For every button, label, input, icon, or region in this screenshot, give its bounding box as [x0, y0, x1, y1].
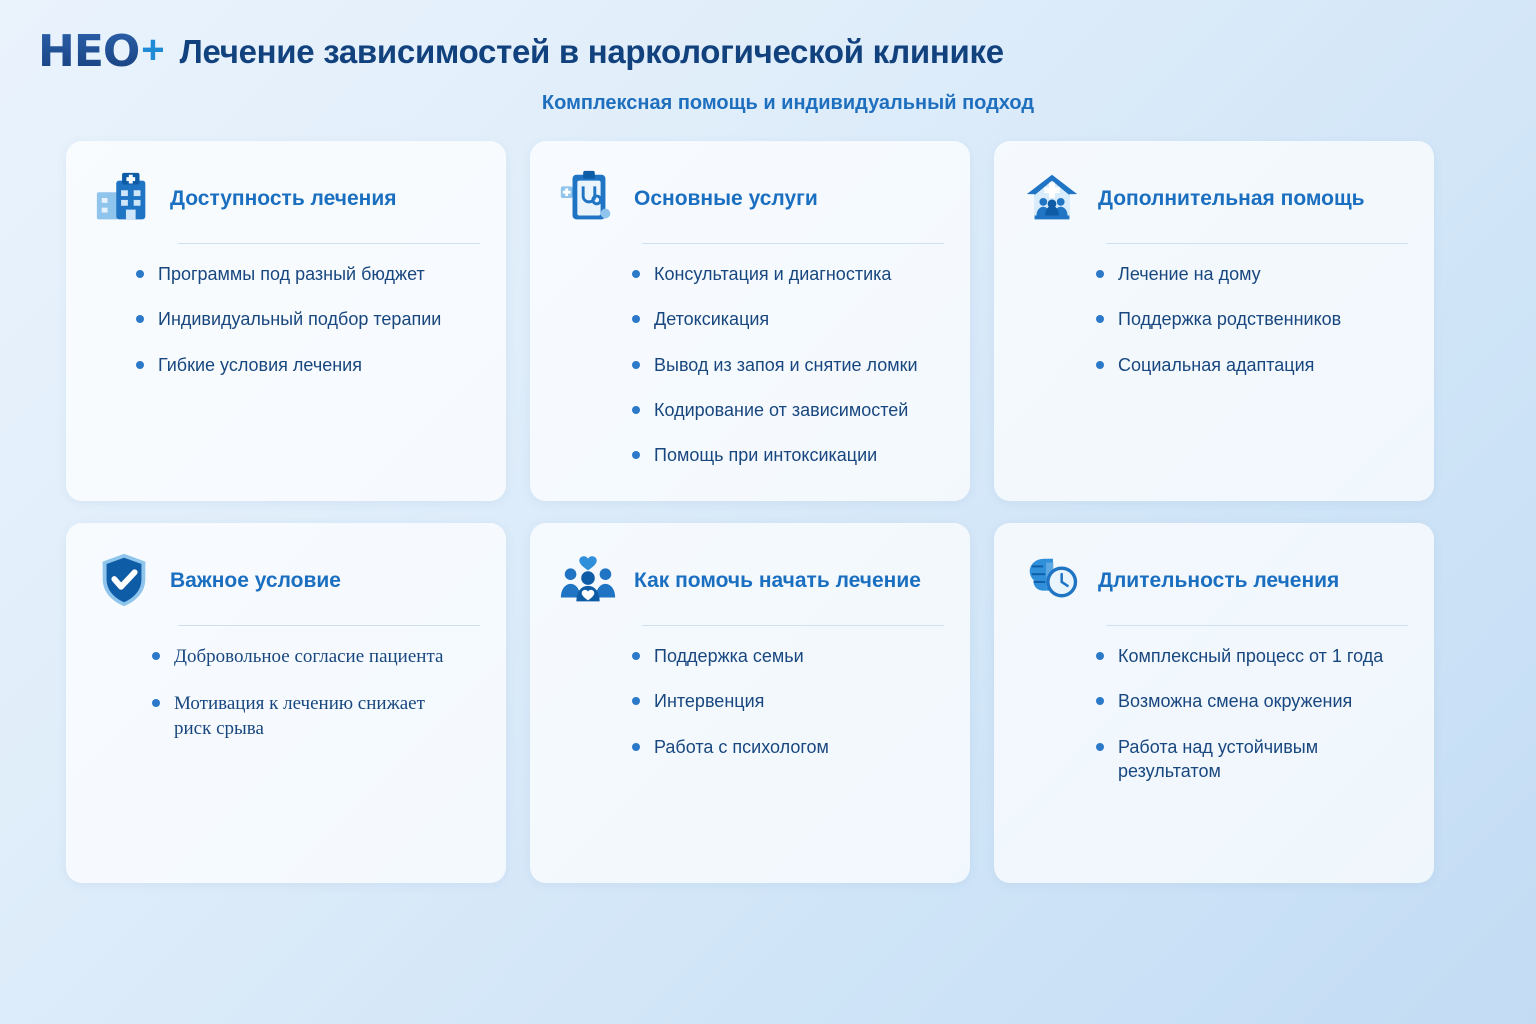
list-item: Вывод из запоя и снятие ломки	[632, 353, 944, 377]
list-item: Программы под разный бюджет	[136, 262, 480, 286]
card-item-list	[556, 262, 944, 467]
card-additional-help	[994, 141, 1434, 501]
shield-check-icon	[92, 548, 156, 612]
list-item: Гибкие условия лечения	[136, 353, 480, 377]
list-item: Мотивация к лечению снижает риск срыва	[152, 691, 452, 742]
list-item: Социальная адаптация	[1096, 353, 1408, 377]
card-item-list	[1020, 262, 1408, 377]
list-item: Кодирование от зависимостей	[632, 398, 944, 422]
card-title: Дополнительная помощь	[1098, 186, 1365, 210]
list-item: Работа над устойчивым результатом	[1096, 735, 1408, 784]
family-heart-icon	[556, 548, 620, 612]
list-item: Поддержка родственников	[1096, 307, 1408, 331]
header	[0, 0, 1536, 77]
card-divider	[642, 243, 944, 244]
card-divider	[642, 625, 944, 626]
card-title: Как помочь начать лечение	[634, 568, 921, 592]
card-header	[556, 545, 944, 615]
list-item: Комплексный процесс от 1 года	[1096, 644, 1408, 668]
page-subtitle: Комплексная помощь и индивидуальный подход	[541, 92, 1035, 114]
card-title: Длительность лечения	[1098, 568, 1340, 592]
card-divider	[178, 625, 480, 626]
page-title: Лечение зависимостей в наркологической клинике	[179, 33, 1004, 70]
card-main-services	[530, 141, 970, 501]
card-header	[92, 163, 480, 233]
list-item: Интервенция	[632, 689, 944, 713]
brand-logo-text: HEO	[38, 26, 140, 77]
card-how-to-start	[530, 523, 970, 883]
brand-plus-icon: +	[141, 28, 164, 72]
card-header	[1020, 545, 1408, 615]
card-divider	[1106, 243, 1408, 244]
card-treatment-availability	[66, 141, 506, 501]
hospital-icon	[92, 166, 156, 230]
card-treatment-duration	[994, 523, 1434, 883]
card-divider	[178, 243, 480, 244]
clipboard-stethoscope-icon	[556, 166, 620, 230]
card-important-condition	[66, 523, 506, 883]
card-divider	[1106, 625, 1408, 626]
home-family-icon	[1020, 166, 1084, 230]
brain-clock-icon	[1020, 548, 1084, 612]
list-item: Консультация и диагностика	[632, 262, 944, 286]
card-item-list	[1020, 644, 1408, 783]
card-header	[1020, 163, 1408, 233]
cards-grid	[64, 141, 1472, 883]
card-item-list	[92, 262, 480, 377]
list-item: Детоксикация	[632, 307, 944, 331]
card-item-list	[92, 644, 480, 742]
list-item: Поддержка семьи	[632, 644, 944, 668]
card-header	[556, 163, 944, 233]
list-item: Возможна смена окружения	[1096, 689, 1408, 713]
list-item: Добровольное согласие пациента	[152, 644, 480, 670]
card-title: Доступность лечения	[170, 186, 397, 210]
card-title: Важное условие	[170, 568, 341, 592]
list-item: Помощь при интоксикации	[632, 443, 944, 467]
card-item-list	[556, 644, 944, 759]
brand-logo	[38, 26, 164, 77]
list-item: Лечение на дому	[1096, 262, 1408, 286]
card-title: Основные услуги	[634, 186, 818, 210]
card-header	[92, 545, 480, 615]
list-item: Индивидуальный подбор терапии	[136, 307, 480, 331]
list-item: Работа с психологом	[632, 735, 944, 759]
